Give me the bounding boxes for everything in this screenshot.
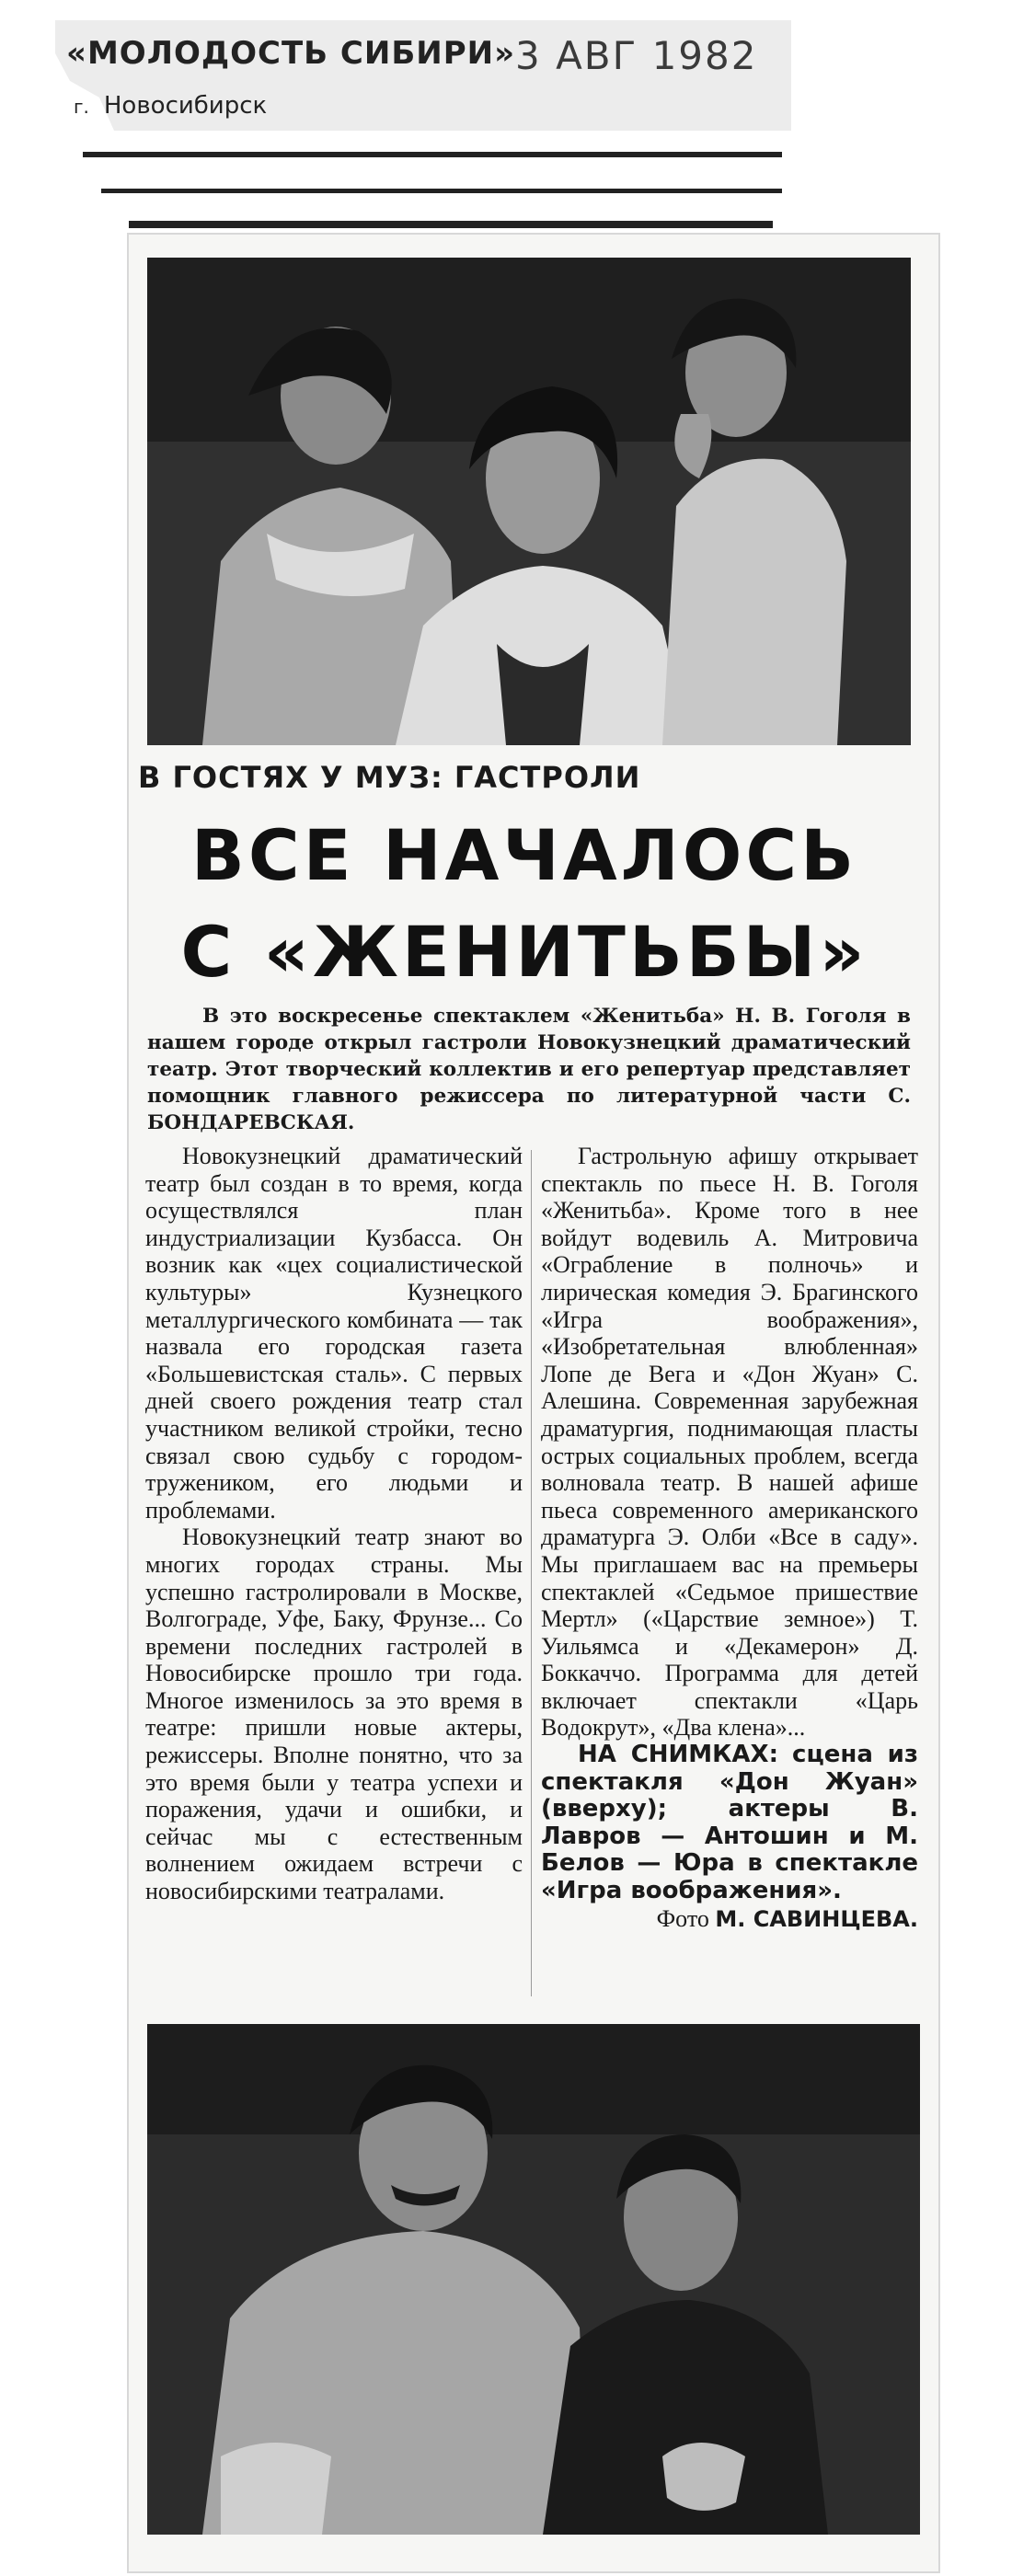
caption-label: НА СНИМКАХ: — [578, 1741, 778, 1769]
header-rule — [83, 152, 782, 157]
caption-text: сцена из спектакля «Дон Жуан» (вверху); актеры В. Лавров — Антошин и М. Белов — Юра в спектакле «Игра воображения». — [541, 1741, 918, 1905]
header-rule — [129, 221, 773, 228]
paragraph: Гастрольную афишу открывает спектакль по пьесе Н. В. Гоголя «Женитьба». Кроме того в нее войдут водевиль А. Митровича «Ограбление в полночь» и лирическая комедия Э. Брагинского «Игра воображения», «Изобретательная влюбленная» Лопе де Вега и «Дон Жуан» С. Алешина. Современная зарубежная драматургия, поднимающая пласты острых социальных проблем, всегда волновала театр. В нашей афише пьеса современного американского драматурга Э. Олби «Все в саду». Мы приглашаем вас на премьеры спектаклей «Седьмое пришествие Мертл» («Царствие земное») Т. Уильямса и «Декамерон» Д. Боккаччо. Программа для детей включает спектакли «Царь Водокрут», «Два клена»... — [541, 1143, 918, 1742]
photo-credit — [541, 1905, 918, 1934]
bottom-photo — [147, 2024, 920, 2535]
city-prefix: г. — [74, 96, 89, 118]
photo-credit-prefix: Фото — [656, 1904, 709, 1932]
article-lead: В это воскресенье спектаклем «Женитьба» Н. В. Гоголя в нашем городе открыл гастроли Новокузнецкий драматический театр. Этот творческий коллектив и его репертуар представляет помощник главного режиссера по литературной части С. БОНДАРЕВСКАЯ. — [147, 1005, 911, 1134]
column-divider — [531, 1150, 532, 1996]
header-rule — [101, 189, 782, 193]
headline-line-1: ВСЕ НАЧАЛОСЬ — [190, 814, 858, 896]
photo-credit-name: М. САВИНЦЕВА. — [715, 1905, 918, 1932]
paragraph: Новокузнецкий драматический театр был создан в то время, когда осуществлялся план индустриализации Кузбасса. Он возник как «цех социалистической культуры» Кузнецкого металлургического комбината — так назвала его городская газета «Большевистская сталь». С первых дней своего рождения театр стал участником великой стройки, тесно связал свою судьбу с городом-тружеником, его людьми и проблемами. — [145, 1143, 523, 1524]
article-column-left — [145, 1143, 523, 1905]
headline-line-2: С «ЖЕНИТЬБЫ» — [180, 911, 868, 993]
city-name: Новосибирск — [103, 92, 268, 120]
bottom-photo-image — [147, 2024, 920, 2535]
paragraph: Новокузнецкий театр знают во многих городах страны. Мы успешно гастролировали в Москве, Волгограде, Уфе, Баку, Фрунзе... Со времени последних гастролей в Новосибирске прошло три года. Многое изменилось за это время в театре: пришли новые актеры, режиссеры. Вполне понятно, что за это время были у театра успехи и поражения, удачи и ошибки, и сейчас мы с естественным волнением ожидаем встречи с новосибирскими театралами. — [145, 1524, 523, 1905]
publication-name: «МОЛОДОСТЬ СИБИРИ» — [66, 35, 516, 72]
top-photo-image — [147, 258, 911, 745]
photo-caption — [541, 1742, 918, 1905]
top-photo — [147, 258, 911, 745]
article-column-right — [541, 1143, 918, 1933]
article-rubric: В ГОСТЯХ У МУЗ: ГАСТРОЛИ — [138, 760, 641, 795]
publication-city — [74, 92, 267, 120]
publication-date-stamp: 3 АВГ 1982 — [515, 33, 758, 78]
